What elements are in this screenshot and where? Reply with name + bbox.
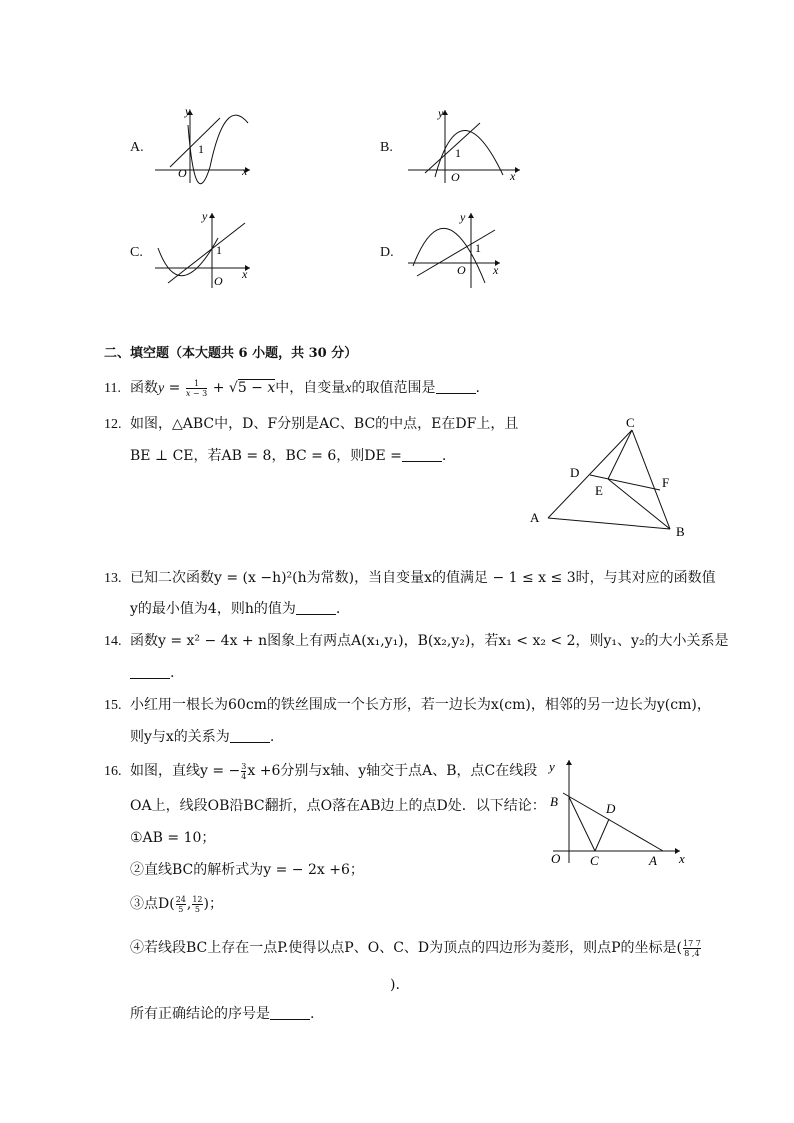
question-15-line1 (104, 694, 711, 717)
option-d-label: D. (380, 245, 394, 260)
question-number: 12. (104, 417, 122, 432)
origin-label: O (457, 263, 466, 277)
question-16-line1 (104, 760, 537, 783)
answer-blank (130, 664, 170, 679)
option-d-graph (405, 208, 515, 293)
one-label: 1 (455, 146, 461, 160)
q15-text: 小红用一根长为60cm的铁丝围成一个长方形，若一边长为x(cm)，相邻的另一边长为y(cm)， (130, 697, 711, 713)
answer-blank (230, 728, 270, 743)
conclusion-4-end: ). (390, 977, 400, 993)
q11-text-b: 中，自变量 (275, 380, 346, 396)
axis-x-label: x (679, 851, 685, 866)
q14-text: 函数y = x² − 4x + n图象上有两点A(x₁,y₁)，B(x₂,y₂)，若x₁ < x₂ < 2，则y₁、y₂的大小关系是 (130, 633, 729, 649)
one-label: 1 (198, 142, 204, 156)
q16-last-line (130, 1003, 314, 1025)
option-a-label: A. (130, 140, 144, 155)
fraction-numerator: 3 (241, 761, 247, 771)
axis-x-label: x (242, 164, 248, 178)
q12-end: . (441, 448, 447, 464)
one-label: 1 (216, 243, 222, 257)
fraction-denominator: 8 ,4 (684, 948, 700, 958)
point-a-label: A (649, 853, 657, 868)
question-number: 14. (104, 634, 122, 649)
point-d-label: D (570, 465, 580, 480)
q16-text-2: OA上，线段OB沿BC翻折，点O落在AB边上的点D处．以下结论： (130, 798, 546, 814)
origin-label: O (214, 274, 223, 288)
q12-text: 如图，△ABC中，D、F分别是AC、BC的中点，E在DF上，且 (130, 416, 519, 432)
fraction-numerator: 17 7 (683, 938, 701, 948)
point-d-label: D (606, 801, 616, 816)
q11-text: 函数 (130, 380, 158, 396)
question-12-line2 (130, 445, 446, 467)
fraction-denominator: 5 (192, 904, 202, 914)
axis-x-label: x (242, 267, 248, 281)
axis-y-label: y (185, 105, 191, 118)
answer-blank (402, 447, 442, 462)
q16-text-a: 如图，直线y = − (130, 763, 241, 779)
question-14-line2 (130, 662, 174, 684)
q16-conclusion-3: ③点D( $\frac{24}{5}$ , $\frac{12}{5}$ )； (130, 894, 223, 914)
question-11: 11. 函数y = $\frac{1}{x - 3}$ + √5 − x中，自变量x的取值范围是 . (104, 377, 480, 400)
question-16-line2 (130, 795, 546, 817)
question-12-line1 (104, 413, 518, 436)
answer-blank (270, 1005, 310, 1020)
q16-end: . (310, 1006, 315, 1022)
q16-conclusion-4-end (390, 974, 400, 996)
question-number: 13. (104, 571, 122, 586)
answer-blank (296, 600, 336, 615)
conclusion-4-text: ④若线段BC上存在一点P.使得以点P、O、C、D为顶点的四边形为菱形，则点P的坐标是( (130, 940, 683, 956)
q13-text: 已知二次函数y = (x −h)²(h为常数)，当自变量x的值满足 − 1 ≤ x ≤ 3时，与其对应的函数值 (130, 570, 716, 586)
option-a-graph (150, 105, 260, 185)
option-b-graph (405, 105, 525, 185)
q16-conclusion-4 (130, 937, 702, 959)
question-15-line2 (130, 726, 274, 748)
q13-end: . (335, 601, 341, 617)
conclusion-3-text-a: ③点D( (130, 896, 175, 912)
axis-x-label: x (493, 263, 499, 277)
one-label: 1 (475, 241, 481, 255)
q16-conclusion-2 (130, 859, 364, 881)
point-c-label: C (626, 415, 635, 430)
origin-label: O (451, 170, 460, 184)
conclusion-2-text: ②直线BC的解析式为y = − 2x +6； (130, 862, 364, 878)
question-number: 11. (104, 381, 121, 396)
q11-end: . (475, 380, 480, 396)
option-b-label: B. (380, 140, 393, 155)
axis-y-label: y (549, 759, 555, 774)
point-a-label: A (530, 510, 540, 525)
origin-label: O (178, 166, 187, 180)
option-c-graph (150, 208, 260, 293)
question-13-line1 (104, 567, 716, 590)
question-14-line1 (104, 630, 729, 653)
origin-label: O (551, 851, 561, 866)
axis-y-label: y (460, 210, 466, 224)
option-c-label: C. (130, 245, 143, 260)
axis-y-label: y (438, 106, 444, 120)
conclusion-3-text-b: )； (203, 896, 223, 912)
axis-x-label: x (510, 169, 516, 183)
question-number: 15. (104, 698, 122, 713)
point-f-label: F (662, 475, 670, 490)
q12-text-2: BE ⊥ CE，若AB = 8，BC = 6，则DE = (130, 448, 402, 464)
q11-text-c: 的取值范围是 (351, 380, 436, 396)
fraction-denominator: 4 (241, 771, 247, 781)
q15-end: . (269, 729, 275, 745)
fraction-denominator: 5 (176, 904, 186, 914)
conclusion-1-text: ①AB = 10； (130, 830, 216, 846)
q12-triangle-figure (520, 415, 700, 545)
q16-conclusion-1 (130, 827, 215, 849)
q13-text-2: y的最小值为4，则h的值为 (130, 601, 296, 617)
question-13-line2 (130, 598, 340, 620)
answer-blank (436, 379, 476, 394)
q16-last-text: 所有正确结论的序号是 (130, 1006, 270, 1022)
fraction-numerator: 24 (175, 894, 186, 904)
point-b-label: B (550, 794, 558, 809)
point-b-label: B (676, 524, 685, 539)
q16-line-figure (545, 755, 695, 870)
point-e-label: E (595, 483, 603, 498)
q14-end: . (170, 665, 175, 681)
q16-text-b: x +6分别与x轴、y轴交于点A、B，点C在线段 (247, 763, 538, 779)
question-number: 16. (104, 764, 122, 779)
axis-y-label: y (202, 209, 208, 223)
section-title: 二、填空题（本大题共 6 小题，共 30 分） (104, 346, 358, 361)
q15-text-2: 则y与x的关系为 (130, 729, 230, 745)
fraction-numerator: 12 (192, 894, 203, 904)
point-c-label: C (590, 853, 599, 868)
